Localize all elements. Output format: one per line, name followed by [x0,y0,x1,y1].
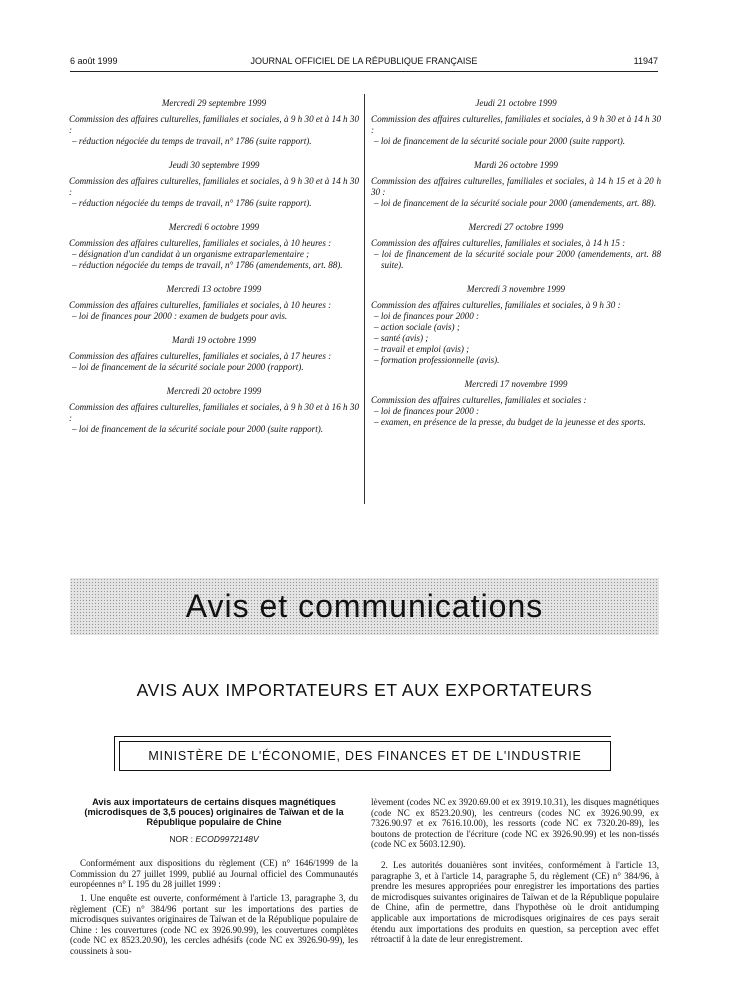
agenda-block [371,98,661,147]
agenda-commission: Commission des affaires culturelles, familiales et sociales, à 10 heures : [69,300,332,310]
agenda-item: – santé (avis) ; [374,333,429,343]
notice-paragraph: lèvement (codes NC ex 3920.69.00 et ex 3919.10.31), les disques magnétiques (code NC ex 8523.20.90), les centreurs (codes NC ex 3926.90.99, ex 7326.90.97 et ex 7616.10.00), les ressorts (code NC ex 7320.20-89), les boutons de protection de l'écriture (code NC ex 3926.90.99) et les non-tissés (code NC ex 5603.12.90). [371,797,659,850]
ministry-box [119,741,611,771]
agenda-date: Jeudi 30 septembre 1999 [168,160,260,170]
agenda-date: Mercredi 29 septembre 1999 [161,98,267,108]
agenda-date: Mardi 19 octobre 1999 [172,335,256,345]
agenda-commission: Commission des affaires culturelles, familiales et sociales, à 9 h 30 : [371,300,621,310]
agenda-item: – formation professionnelle (avis). [374,355,500,365]
agenda-item: – loi de finances pour 2000 : [374,406,480,416]
agenda-item: – loi de financement de la sécurité sociale pour 2000 (amendements, art. 88 suite). [374,249,661,270]
agenda-commission: Commission des affaires culturelles, familiales et sociales : [371,395,587,405]
nor-label: NOR : [169,833,193,844]
header-journal-title: JOURNAL OFFICIEL DE LA RÉPUBLIQUE FRANÇAISE [250,56,478,66]
agenda-item: – réduction négociée du temps de travail, n° 1786 (suite rapport). [72,136,312,146]
agenda-block [69,160,359,209]
header-rule [70,71,658,72]
agenda-item: – loi de financement de la sécurité sociale pour 2000 (suite rapport). [374,136,626,146]
agenda-date: Mercredi 17 novembre 1999 [464,379,568,389]
agenda-item: – action sociale (avis) ; [374,322,460,332]
agenda-block [69,284,359,322]
agenda-item: – loi de finances pour 2000 : [374,311,480,321]
notice-title: Avis aux importateurs de certains disques magnétiques (microdisques de 3,5 pouces) originaires de Taïwan et de la République populaire de Chine [84,797,344,828]
nor-code: ECOD9972148V [195,833,259,844]
agenda-item: – réduction négociée du temps de travail, n° 1786 (amendements, art. 88). [72,260,343,270]
agenda-block [371,160,661,209]
agenda-commission: Commission des affaires culturelles, familiales et sociales, à 9 h 30 et à 16 h 30 : [69,402,359,423]
agenda-item: – loi de finances pour 2000 : examen de budgets pour avis. [72,311,288,321]
banner-title: Avis et communications [185,588,544,624]
page-header [70,56,658,70]
agenda-date: Mercredi 20 octobre 1999 [166,386,262,396]
agenda-date: Jeudi 21 octobre 1999 [475,98,557,108]
notice-paragraph: Conformément aux dispositions du règlement (CE) n° 1646/1999 de la Commission du 27 juillet 1999, publié au Journal officiel des Communautés européennes n° L 195 du 28 juillet 1999 : [70,858,358,890]
agenda-block [371,284,661,366]
agenda-commission: Commission des affaires culturelles, familiales et sociales, à 14 h 15 : [371,238,626,248]
agenda-commission: Commission des affaires culturelles, familiales et sociales, à 10 heures : [69,238,332,248]
left-agenda-column [69,98,359,448]
agenda-date: Mercredi 13 octobre 1999 [166,284,262,294]
agenda-commission: Commission des affaires culturelles, familiales et sociales, à 14 h 15 et à 20 h 30 : [371,176,661,197]
header-page-number: 11947 [633,56,658,66]
agenda-date: Mardi 26 octobre 1999 [474,160,558,170]
agenda-item: – loi de financement de la sécurité sociale pour 2000 (rapport). [72,362,304,372]
agenda-date: Mercredi 6 octobre 1999 [168,222,260,232]
header-date: 6 août 1999 [70,56,118,66]
notice-paragraph: 2. Les autorités douanières sont invitées, conformément à l'article 13, paragraphe 3, et à l'article 14, paragraphe 5, du règlement (CE) n° 384/96, à prendre les mesures appropriées pour enregistrer les importations des parties de microdisques suivantes originaires de Taïwan et de la République populaire de Chine, afin de permettre, dans l'hypothèse où le droit antidumping applicable aux importations de microdisques originaires de ces pays serait étendu aux importations des produits en question, sa perception avec effet rétroactif à la date de leur enregistrement. [371,859,659,945]
ministry-name: MINISTÈRE DE L'ÉCONOMIE, DES FINANCES ET DE L'INDUSTRIE [148,749,582,763]
agenda-block [371,222,661,271]
notice-right-column [371,797,659,945]
section-heading: AVIS AUX IMPORTATEURS ET AUX EXPORTATEURS [136,680,593,700]
column-divider [364,94,365,504]
right-agenda-column [371,98,661,441]
agenda-item: – loi de financement de la sécurité sociale pour 2000 (amendements, art. 88). [374,198,657,208]
agenda-block [371,379,661,428]
agenda-item: – travail et emploi (avis) ; [374,344,470,354]
notice-left-column [70,797,358,960]
section-banner [70,578,659,635]
agenda-block [69,335,359,373]
nor-reference [70,834,358,845]
agenda-date: Mercredi 27 octobre 1999 [468,222,564,232]
agenda-commission: Commission des affaires culturelles, familiales et sociales, à 17 heures : [69,351,332,361]
agenda-block [69,222,359,271]
agenda-block [69,386,359,435]
notice-paragraph: 1. Une enquête est ouverte, conformément à l'article 13, paragraphe 3, du règlement (CE) n° 384/96 portant sur les importations des parties de microdisques suivantes originaires de Taïwan et de la République populaire de Chine : les couvertures (code NC ex 3926.90.99), les couvertures complètes (code NC ex 8523.20.90), les cercles adhésifs (code NC ex 3926.90-99), les coussinets à sou- [70,892,358,956]
agenda-commission: Commission des affaires culturelles, familiales et sociales, à 9 h 30 et à 14 h 30 : [371,114,661,135]
agenda-item: – désignation d'un candidat à un organisme extraparlementaire ; [72,249,310,259]
agenda-date: Mercredi 3 novembre 1999 [466,284,566,294]
agenda-item: – loi de financement de la sécurité sociale pour 2000 (suite rapport). [72,424,324,434]
agenda-commission: Commission des affaires culturelles, familiales et sociales, à 9 h 30 et à 14 h 30 : [69,114,359,135]
agenda-block [69,98,359,147]
agenda-item: – réduction négociée du temps de travail, n° 1786 (suite rapport). [72,198,312,208]
agenda-item: – examen, en présence de la presse, du budget de la jeunesse et des sports. [374,417,646,427]
agenda-commission: Commission des affaires culturelles, familiales et sociales, à 9 h 30 et à 14 h 30 : [69,176,359,197]
